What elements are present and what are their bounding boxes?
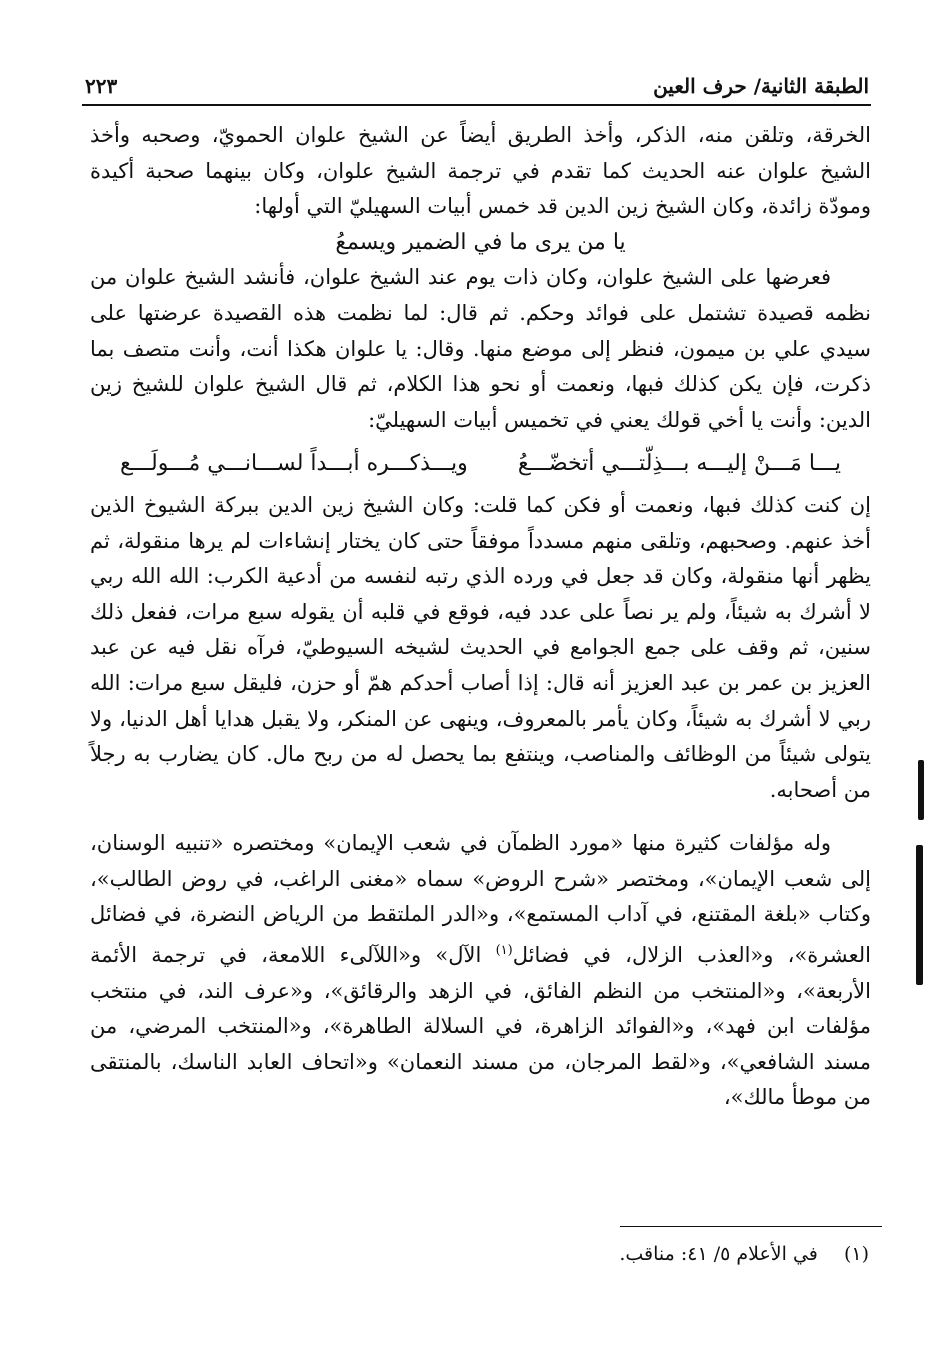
footnote-reference: (١) [495,943,513,959]
running-title: الطبقة الثانية/ حرف العين [653,74,869,98]
running-header [85,58,869,98]
footnote-divider [620,1226,882,1227]
page-number: ٢٢٣ [85,74,118,98]
paragraph-4 [90,826,871,1116]
footnote-number: (١) [843,1243,869,1265]
footnote-text: في الأعلام ٥/ ٤١: مناقب. [619,1243,818,1265]
paragraph-2: فعرضها على الشيخ علوان، وكان ذات يوم عند الشيخ علوان، فأنشد الشيخ علوان من نظمه قصيدة تشتمل على فوائد وحكم. ثم قال: لما نظمت هذه القصيدة عرضتها على سيدي علي بن ميمون، فنظر إلى موضع منها. وقال: يا علوان هكذا أنت، وأنت متصف بما ذكرت، فإن يكن كذلك فبها، ونعمت أو نحو هذا الكلام، ثم قال الشيخ علوان للشيخ زين الدين: وأنت يا أخي قولك يعني في تخميس أبيات السهيليّ: [90,265,871,432]
verse-hemistich-second: ويـــذكـــره أبـــداً لســـانـــي مُـــولَـــع [120,451,468,477]
verse-hemistich-first: يـــا مَـــنْ إليـــه بـــذِلّتـــي أتخضّـــعُ [517,451,841,477]
paragraph-3: إن كنت كذلك فبها، ونعمت أو فكن كما قلت: وكان الشيخ زين الدين ببركة الشيوخ الذين أخذ عنهم. وصحبهم، وتلقى منهم مسدداً موفقاً حتى كان يختار إنشاءات لم يرها منقولة، ثم يظهر أنها منقولة، وكان قد جعل في ورده الذي رتبه لنفسه من أدعية الكرب: الله الله ربي لا أشرك به شيئاً، ولم ير نصاً على عدد فيه، فوقع في قلبه أن يقوله سبع مرات، ففعل ذلك سنين، ثم وقف على جمع الجوامع في الحديث لشيخه السيوطيّ، فرآه نقل فيه عن عبد العزيز بن عمر بن عبد العزيز أنه قال: إذا أصاب أحدكم همّ أو حزن، فليقل سبع مرات: الله ربي لا أشرك به شيئاً، وكان يأمر بالمعروف، وينهى عن المنكر، ولا يقبل هدايا أهل الدنيا، ولا يتولى شيئاً من الوظائف والمناصب، وينتفع بما يحصل له من ربح مال. كان يضارب به رجلاً من أصحابه. [90,492,871,802]
paragraph-4-part-1: وله مؤلفات كثيرة منها «مورد الظمآن في شعب الإيمان» ومختصره «تنبيه الوسنان، إلى شعب الإيمان»، ومختصر «شرح الروض» سماه «مغنى الراغب، في روض الطالب»، وكتاب «بلغة المقتنع، في آداب المستمع»، و«الدر الملتقط من الرياض النضرة، في فضائل العشرة»، و«العذب الزلال، في فضائل [90,831,871,968]
footnote [90,1240,869,1268]
verse-couplet [120,446,841,482]
paragraph-4-part-2: الآل» و«اللآلىء اللامعة، في ترجمة الأئمة الأربعة»، و«المنتخب من النظم الفائق، في الزهد والرقائق»، و«عرف الند، في منتخب مؤلفات ابن فهد»، و«الفوائد الزاهرة، في السلالة الطاهرة»، و«المنتخب المرضي، من مسند الشافعي»، و«لقط المرجان، من مسند النعمان» و«اتحاف العابد الناسك، بالمنتقى من موطأ مالك»، [90,943,871,1110]
verse-line-1: يا من يرى ما في الضمير ويسمعُ [335,229,626,255]
paragraph-1: الخرقة، وتلقن منه، الذكر، وأخذ الطريق أيضاً عن الشيخ علوان الحمويّ، وصحبه وأخذ الشيخ علوان عنه الحديث كما تقدم في ترجمة الشيخ علوان، وكان بينهما صحبة أكيدة ومودّة زائدة، وكان الشيخ زين الدين قد خمس أبيات السهيليّ التي أولها: [90,123,871,219]
scan-edge-mark-1 [918,760,924,820]
main-text [90,118,871,1116]
scan-edge-mark-2 [916,845,923,985]
header-divider [82,104,871,106]
